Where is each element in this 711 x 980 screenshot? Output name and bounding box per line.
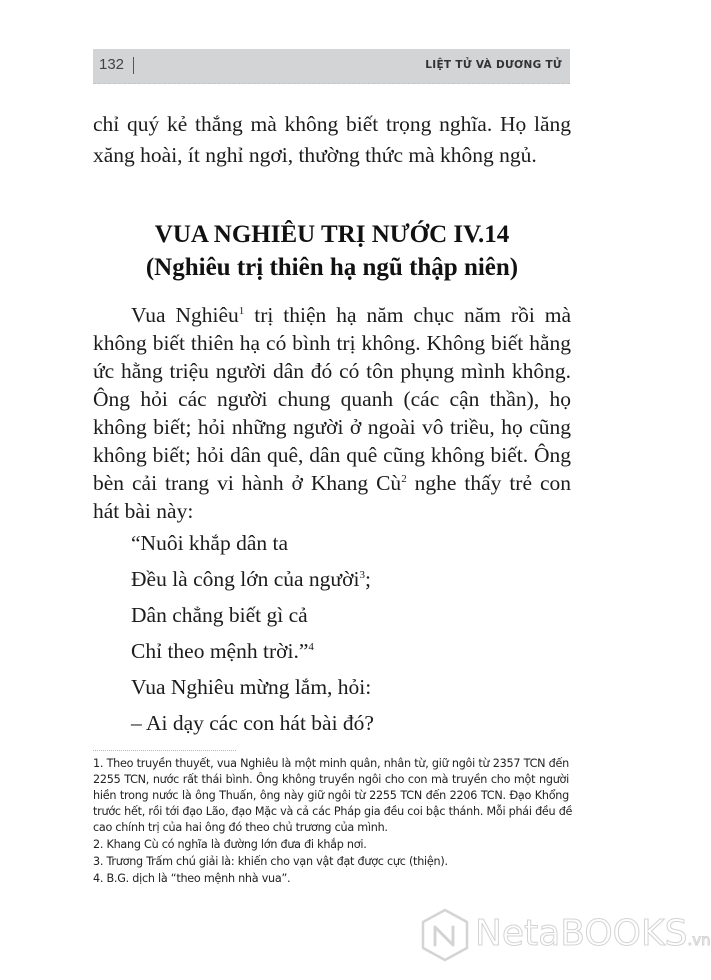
page-number: 132 xyxy=(99,56,125,73)
footnote-ref[interactable]: 4 xyxy=(308,641,314,653)
paragraph-line: không biết thiên hạ có bình trị không. Không biết hằng xyxy=(93,331,571,355)
intro-line: chỉ quý kẻ thắng mà không biết trọng nghĩa. Họ lăng xyxy=(93,112,571,136)
footnote-line: hiền trong nước là ông Thuấn, ông này giữ ngôi từ 2255 TCN đến 2206 TCN. Đạo Khổng xyxy=(93,789,569,802)
netabooks-watermark xyxy=(415,905,711,970)
footnote-line: 4. B.G. dịch là “theo mệnh nhà vua”. xyxy=(93,872,291,885)
paragraph-line: bèn cải trang vi hành ở Khang Cù$^2$ nghe thấy trẻ con xyxy=(93,471,571,495)
watermark-text: NetaBOOKS.vn xyxy=(475,913,711,954)
footnote-line: cao chính trị của hai ông đó theo chủ trương của mình. xyxy=(93,821,388,834)
running-header xyxy=(93,49,570,84)
verse-line: Đều là công lớn của người$^3$; xyxy=(131,567,371,591)
intro-line: xăng hoài, ít nghỉ ngơi, thường thức mà không ngủ. xyxy=(93,143,537,167)
netabooks-hexagon-logo-icon xyxy=(419,907,471,963)
footnote-divider xyxy=(93,750,236,751)
paragraph-line: hát bài này: xyxy=(93,499,194,523)
running-title: LIỆT TỬ VÀ DƯƠNG TỬ xyxy=(425,59,562,71)
paragraph-line: không biết; hỏi dân quê, dân quê cũng không biết. Ông xyxy=(93,443,571,467)
dialogue-line: – Ai dạy các con hát bài đó? xyxy=(131,711,374,735)
section-title: VUA NGHIÊU TRỊ NƯỚC IV.14 xyxy=(154,221,510,248)
paragraph-line: Ông hỏi các người chung quanh (các cận thần), họ xyxy=(93,387,571,411)
footnote-ref[interactable]: 2 xyxy=(401,473,407,485)
header-separator xyxy=(133,57,134,74)
footnote-line: 2. Khang Cù có nghĩa là đường lớn đưa đi khắp nơi. xyxy=(93,838,367,851)
footnote-ref[interactable]: 1 xyxy=(238,305,245,317)
paragraph-line: ức hằng triệu người dân đó có tôn phụng mình không. xyxy=(93,359,571,383)
dialogue-line: Vua Nghiêu mừng lắm, hỏi: xyxy=(131,675,372,699)
footnote-line: 3. Trương Trấm chú giải là: khiến cho vạn vật đạt được cực (thiện). xyxy=(93,855,448,868)
section-subtitle: (Nghiêu trị thiên hạ ngũ thập niên) xyxy=(145,254,519,281)
footnote-line: trước hết, rồi tới đạo Lão, đạo Mặc và cả các Pháp gia đều coi bậc thánh. Mỗi phái đều đề xyxy=(93,805,573,818)
footnote-ref[interactable]: 3 xyxy=(359,569,365,581)
footnote-line: 1. Theo truyền thuyết, vua Nghiêu là một minh quân, nhân từ, giữ ngôi từ 2357 TCN đến xyxy=(93,757,569,770)
paragraph-line: Vua Nghiêu$^1$ trị thiện hạ năm chục năm rồi mà xyxy=(131,303,572,327)
footnote-line: 2255 TCN, nước rất thái bình. Ông không truyền ngôi cho con mà truyền cho một người xyxy=(93,773,569,786)
verse-line: Chỉ theo mệnh trời.”$^4$ xyxy=(131,639,314,663)
verse-line: “Nuôi khắp dân ta xyxy=(131,531,289,555)
verse-line: Dân chẳng biết gì cả xyxy=(131,603,308,627)
paragraph-line: không biết; hỏi những người ở ngoài vô triều, họ cũng xyxy=(93,415,571,439)
